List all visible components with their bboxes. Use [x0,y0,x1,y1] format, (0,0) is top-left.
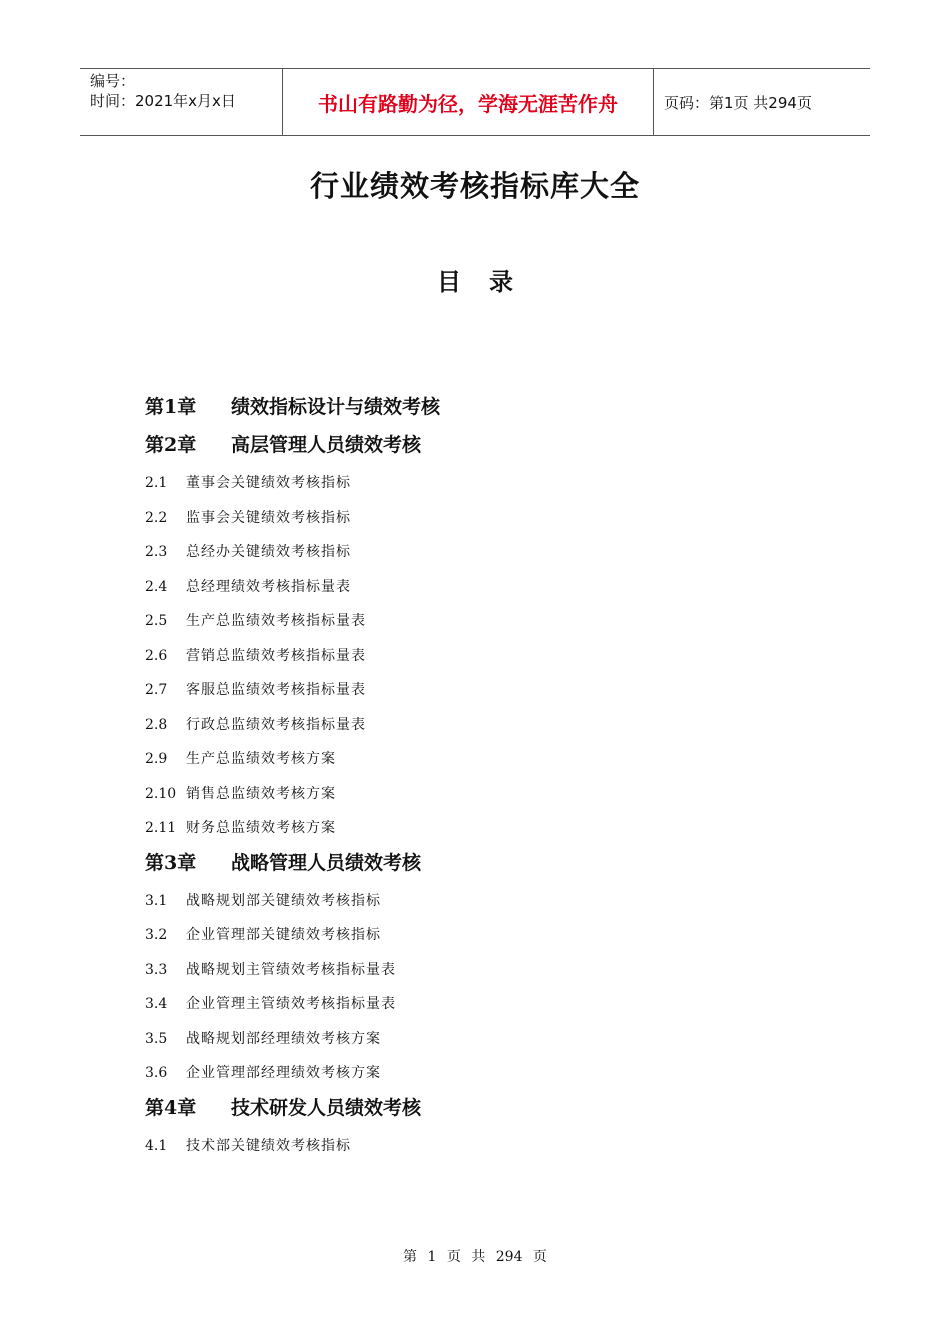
toc-item-3-6[interactable] [145,1058,845,1093]
document-title: 行业绩效考核指标库大全 [309,169,640,203]
page-footer: 第 1 页 共 294 页 [403,1249,547,1265]
serial-label: 编号： [90,72,136,90]
item-number: 2.1 [145,475,168,491]
item-title: 总经办关键绩效考核指标 [186,544,351,560]
item-number: 2.11 [145,820,177,836]
item-title: 技术部关键绩效考核指标 [186,1137,351,1154]
item-title: 企业管理主管绩效考核指标量表 [186,996,396,1012]
toc-item-4-1[interactable] [145,1131,845,1166]
toc-heading: 目录 [437,267,541,296]
item-title: 战略规划部关键绩效考核指标 [186,892,381,909]
toc-item-2-11[interactable] [145,813,845,848]
item-number: 2.10 [145,785,177,802]
header-page-info: 页码：第1页 共294页 [664,93,812,112]
item-number: 3.5 [145,1030,168,1047]
toc-item-3-5[interactable] [145,1024,845,1059]
chapter-title: 战略管理人员绩效考核 [231,851,422,874]
item-number: 2.3 [145,544,168,560]
item-number: 3.6 [145,1065,168,1081]
item-title: 生产总监绩效考核指标量表 [186,613,366,629]
item-number: 3.2 [145,927,168,943]
toc-chapter-4[interactable] [145,1093,845,1123]
item-number: 3.3 [145,961,168,978]
toc-item-3-4[interactable] [145,989,845,1024]
chapter-title: 高层管理人员绩效考核 [231,434,422,456]
item-title: 企业管理部经理绩效考核方案 [186,1065,381,1081]
toc-item-2-5[interactable] [145,606,845,641]
chapter-number: 第4章 [145,1096,197,1119]
chapter-title: 绩效指标设计与绩效考核 [231,396,441,418]
toc-chapter-3[interactable] [145,848,845,878]
item-title: 战略规划部经理绩效考核方案 [186,1030,381,1047]
item-title: 总经理绩效考核指标量表 [186,578,351,595]
toc-item-2-7[interactable] [145,675,845,710]
item-number: 2.6 [145,647,168,664]
toc-item-2-3[interactable] [145,537,845,572]
table-of-contents [145,392,845,1165]
toc-item-2-10[interactable] [145,779,845,814]
page-header [80,68,870,136]
toc-item-2-2[interactable] [145,503,845,538]
item-title: 企业管理部关键绩效考核指标 [186,927,381,943]
toc-item-2-9[interactable] [145,744,845,779]
toc-chapter-2[interactable] [145,430,845,460]
item-title: 客服总监绩效考核指标量表 [186,682,366,698]
toc-item-2-4[interactable] [145,572,845,607]
item-title: 董事会关键绩效考核指标 [186,475,351,491]
item-title: 生产总监绩效考核方案 [186,751,336,767]
chapter-number: 第2章 [145,434,197,456]
item-title: 战略规划主管绩效考核指标量表 [186,961,396,978]
item-number: 4.1 [145,1137,168,1154]
toc-item-2-6[interactable] [145,641,845,676]
header-meta-cell [80,69,282,135]
item-number: 2.8 [145,716,168,733]
item-number: 2.7 [145,682,168,698]
toc-item-2-1[interactable] [145,468,845,503]
toc-item-3-2[interactable] [145,920,845,955]
chapter-number: 第3章 [145,851,197,874]
item-number: 2.5 [145,613,168,629]
toc-chapter-1[interactable] [145,392,845,422]
chapter-number: 第1章 [145,396,197,418]
item-number: 3.4 [145,996,168,1012]
chapter-title: 技术研发人员绩效考核 [231,1096,422,1119]
item-title: 行政总监绩效考核指标量表 [186,716,366,733]
item-title: 销售总监绩效考核方案 [186,785,336,802]
item-number: 2.4 [145,578,168,595]
time-label: 时间：2021年x月x日 [90,92,236,110]
item-number: 2.9 [145,751,168,767]
item-number: 2.2 [145,509,168,526]
toc-item-3-1[interactable] [145,886,845,921]
toc-item-2-8[interactable] [145,710,845,745]
item-title: 财务总监绩效考核方案 [186,820,336,836]
item-title: 监事会关键绩效考核指标 [186,509,351,526]
item-title: 营销总监绩效考核指标量表 [186,647,366,664]
item-number: 3.1 [145,892,168,909]
header-motto: 书山有路勤为径，学海无涯苦作舟 [282,69,654,135]
toc-item-3-3[interactable] [145,955,845,990]
